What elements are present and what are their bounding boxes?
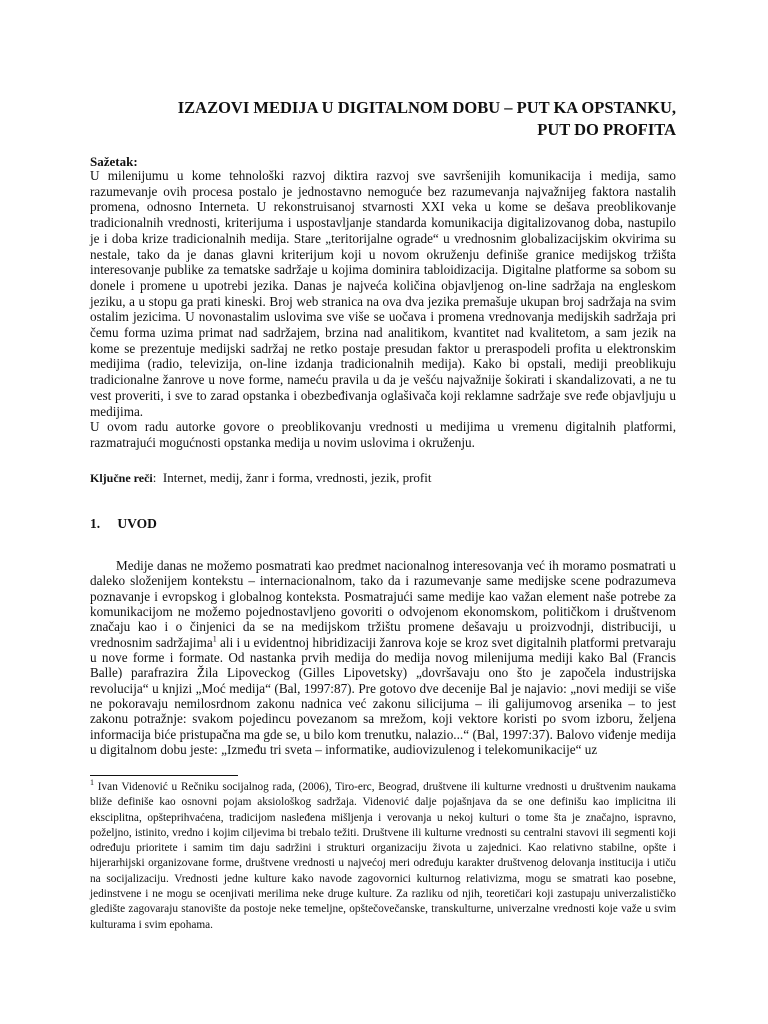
section-title: UVOD bbox=[117, 516, 157, 531]
body-text-part-1: Medije danas ne možemo posmatrati kao predmet nacionalnog interesovanja već ih moramo posmatrati u daleko složenijem kontekstu – internacionalnom, tako da i razumevanje same medijske scene podrazumeva poznavanje i evropskog i globalnog konteksta. Posmatrajući same medije kao važan element naše potrebe za komunikacijom ne možemo pojednostavljeno govoriti o odvojenom ekonomskom, političkom i društvenom značaju kao i o činjenici da se na medijskom tržištu promene dešavaju u proizvodnji, distribuciji, u vrednosnim sadržajima bbox=[90, 558, 676, 650]
footnote bbox=[90, 780, 676, 933]
abstract-heading: Sažetak: bbox=[90, 154, 138, 169]
footnote-reference: 1 bbox=[212, 634, 217, 644]
body-text-part-2: ali i u evidentnoj hibridizaciji žanrova koje se kroz svet digitalnih platformi pretvaraju u nove forme i formate. Od nastanka prvih medija do medija novog milenijuma mediji kako Bal (Francis Balle) parafrazira Žila Lipoveckog (Gilles Lipovetsky) „dovršavaju ono što je započela industrijska revolucija“ u knjizi „Moć medija“ (Bal, 1997:87). Pre gotovo dve decenije Bal je najavio: „novi mediji se više ne pokoravaju nemilosrdnom zakonu nadnica već zakonu silicijuma – ili galijumovog arsenika – to jest zakonu potražnje: svakom pojedincu povezanom sa mrežom, koji vektore koristi po svom izboru, željena informacija biće pristupačna ma gde se, u bilo kom trenutku, nalazio...“ (Bal, 1997:37). Balovo viđenje medija u digitalnom dobu jeste: „Između tri sveta – informatike, audiovizulenog i telekomunikacije“ uz bbox=[90, 634, 676, 758]
abstract-paragraph-1: U milenijumu u kome tehnološki razvoj diktira razvoj sve savršenijih komunikacija i medija, samo razumevanje ovih procesa postalo je jednostavno nemoguće bez razumevanja najvažnijeg faktora nastalih promena, odnosno Interneta. U rekonstruisanoj stvarnosti XXI veka u kome se dešava preoblikovanje tradicionalnih vrednosti, kriterijuma i uspostavljanje standarda komunikacija digitalizovanog doba, nastupilo je i doba krize tradicionalnih medija. Stare „teritorijalne ograde“ u vrednosnim globalizacijskim okvirima su nestale, tako da je danas glavni kriterijum koji u novom okruženju definiše granice medijskog tržišta interesovanje publike za tematske sadržaje u kojima dominira tabloidizacija. Digitalne platforme sa sobom su donele i promene u upotrebi jezika. Danas je najveća količina objavljenog on-line sadržaja na engleskom jeziku, a u stopu ga prati kineski. Broj web stranica na ova dva jezika premašuje ukupan broj sadržaja na svim ostalim jezicima. U novonastalim uslovima sve više se uočava i promena vrednovanja medijskih sadržaja pri čemu forma uzima primat nad sadržajem, brzina nad analitikom, kvantitet nad kvalitetom, a sam jezik na kome se prezentuje medijski sadržaj ne retko postaje presudan faktor u preraspodeli profita u elektronskim medijima (radio, televizija, on-line izdanja tradicionalnih medija). Kako bi opstali, mediji preoblikuju tradicionalne žanrove u nove forme, nameću pravila u da je vešću najvažnije šokirati i skandalizovati, a ne tu vest proveriti, i sve to zarad opstanka i obezbeđivanja oglašivača koji reklamne sadržaje sve ređe objavljuju u medijima. bbox=[90, 168, 676, 419]
body-paragraph bbox=[90, 558, 676, 757]
footnote-text: Ivan Videnović u Rečniku socijalnog rada, (2006), Tiro-erc, Beograd, društvene ili kulturne vrednosti u društvenim naukama bliže definiše kao osnovni pojam aksiološkog sadržaja. Videnović dalje pojašnjava da se one definišu kao implicitna ili eksciplitna, opšteprihvaćena, tradicijom nasleđena mišljenja i verovanja u nekoj kulturi o tome šta je značajno, ispravno, poželjno, istinito, vredno i kojim ciljevima bi trebalo težiti. Društvene ili kulturne vrednosti su centralni stavovi ili segmenti koji određuju prioritete i samim tim daju sadržini i strukturi organizaciju života u zajednici. Kao relativno stabilne, opšte i hijerarhijski organizovane forme, društvene vrednosti u najvećoj meri određuju karakter društvenog delovanja institucija i utiču na socijalizaciju. Vrednosti jedne kulture kako navode zagovornici kulturnog relativizma, mogu se smatrati kao posebne, jedinstvene i ne mogu se ocenjivati merilima neke druge kulture. Za razliku od njih, teoretičari koji zastupaju univerzalističko gledište zagovaraju stanovište da postoje neke temeljne, opštečovečanske, transkulturne, univerzalne vrednosti koje važe u svim kulturama i svim epohama. bbox=[90, 781, 676, 931]
abstract-paragraph-2: U ovom radu autorke govore o preoblikovanju vrednosti u medijima u vremenu digitalnih platformi, razmatrajući mogućnosti opstanka medija u novim uslovima i okruženju. bbox=[90, 419, 676, 450]
footnote-paragraph bbox=[90, 780, 676, 933]
document-title bbox=[90, 97, 676, 141]
abstract bbox=[90, 168, 676, 451]
section-heading bbox=[90, 516, 157, 532]
keywords-label: Ključne reči bbox=[90, 471, 153, 485]
footnote-separator bbox=[90, 775, 238, 776]
keywords-text: Internet, medij, žanr i forma, vrednosti, jezik, profit bbox=[162, 470, 432, 485]
title-line-2: PUT DO PROFITA bbox=[537, 120, 676, 139]
keywords-colon: : bbox=[152, 470, 157, 485]
footnote-marker: 1 bbox=[90, 778, 94, 788]
title-line-1: IZAZOVI MEDIJA U DIGITALNOM DOBU – PUT KA OPSTANKU, bbox=[177, 98, 676, 117]
keywords bbox=[90, 470, 676, 486]
body-text bbox=[90, 558, 676, 757]
section-number: 1. bbox=[90, 516, 101, 531]
